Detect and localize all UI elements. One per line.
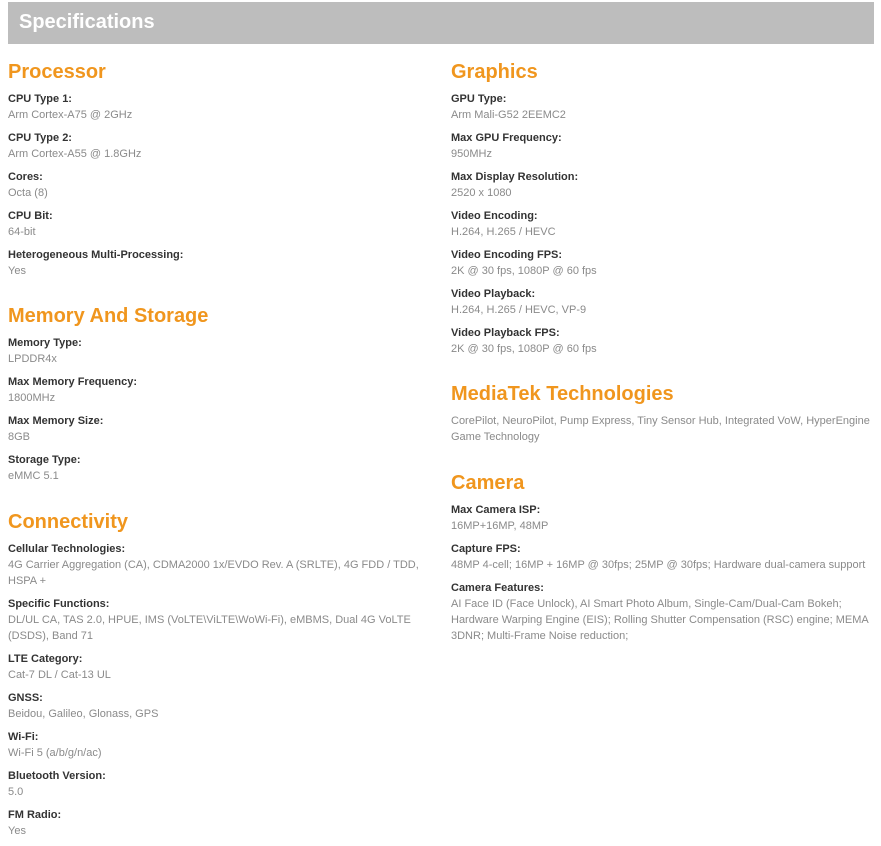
spec-item (8, 541, 438, 589)
section-title-processor: Processor (8, 61, 106, 83)
spec-item (8, 374, 438, 406)
spec-item (8, 690, 438, 722)
spec-label: Wi-Fi: (8, 731, 39, 743)
spec-value: 2K @ 30 fps, 1080P @ 60 fps (451, 343, 597, 355)
spec-item (8, 247, 438, 279)
spec-label: Bluetooth Version: (8, 770, 106, 782)
spec-label: Heterogeneous Multi-Processing: (8, 249, 184, 261)
spec-label: Video Encoding FPS: (451, 249, 563, 261)
spec-label: GPU Type: (451, 93, 507, 105)
spec-value: 2520 x 1080 (451, 187, 512, 199)
spec-item (8, 208, 438, 240)
spec-item (451, 247, 871, 279)
spec-item (451, 169, 871, 201)
spec-item (8, 596, 438, 644)
section-graphics (451, 60, 871, 364)
spec-label: Video Playback FPS: (451, 327, 560, 339)
section-camera (451, 471, 871, 651)
spec-label: CPU Type 1: (8, 93, 72, 105)
spec-value: 48MP 4-cell; 16MP + 16MP @ 30fps; 25MP @ 30fps; Hardware dual-camera support (451, 559, 866, 571)
spec-label: Capture FPS: (451, 543, 521, 555)
spec-value: 8GB (8, 431, 31, 443)
spec-value: 4G Carrier Aggregation (CA), CDMA2000 1x/EVDO Rev. A (SRLTE), 4G FDD / TDD, HSPA + (8, 559, 419, 587)
spec-label: CPU Type 2: (8, 132, 72, 144)
spec-value: 5.0 (8, 786, 24, 798)
spec-item (451, 91, 871, 123)
spec-value: Octa (8) (8, 187, 48, 199)
spec-item (8, 335, 438, 367)
spec-item (451, 130, 871, 162)
spec-item (451, 502, 871, 534)
page-title: Specifications (19, 11, 155, 33)
spec-label: Cellular Technologies: (8, 543, 126, 555)
spec-value: Arm Cortex-A55 @ 1.8GHz (8, 148, 142, 160)
section-title-mediatek: MediaTek Technologies (451, 383, 674, 405)
section-title-connectivity: Connectivity (8, 511, 129, 533)
spec-value: AI Face ID (Face Unlock), AI Smart Photo Album, Single-Cam/Dual-Cam Bokeh; Hardware Warping Engine (EIS); Rolling Shutter Compensation (RSC) engine; MEMA 3DNR; Multi-Frame Noise reduction; (451, 598, 869, 642)
spec-value: LPDDR4x (8, 353, 57, 365)
section-memory-storage (8, 304, 438, 491)
section-title-graphics: Graphics (451, 61, 538, 83)
spec-label: CPU Bit: (8, 210, 53, 222)
spec-item (451, 286, 871, 318)
spec-label: Storage Type: (8, 454, 81, 466)
spec-value: 950MHz (451, 148, 492, 160)
spec-label: Cores: (8, 171, 43, 183)
spec-value: 16MP+16MP, 48MP (451, 520, 549, 532)
section-processor (8, 60, 438, 286)
spec-label: FM Radio: (8, 809, 62, 821)
spec-value: Beidou, Galileo, Glonass, GPS (8, 708, 159, 720)
spec-value: H.264, H.265 / HEVC, VP-9 (451, 304, 587, 316)
section-title-camera: Camera (451, 472, 525, 494)
spec-item (8, 768, 438, 800)
spec-item (451, 541, 871, 573)
spec-item (8, 452, 438, 484)
spec-label: Video Encoding: (451, 210, 538, 222)
spec-label: Max Camera ISP: (451, 504, 541, 516)
spec-label: Specific Functions: (8, 598, 110, 610)
header-bar (8, 2, 874, 44)
spec-label: Max Memory Frequency: (8, 376, 137, 388)
spec-value: eMMC 5.1 (8, 470, 59, 482)
spec-label: Camera Features: (451, 582, 544, 594)
spec-value: Yes (8, 265, 26, 277)
spec-value: 2K @ 30 fps, 1080P @ 60 fps (451, 265, 597, 277)
spec-label: Max Display Resolution: (451, 171, 579, 183)
mediatek-technologies-list: CorePilot, NeuroPilot, Pump Express, Tiny Sensor Hub, Integrated VoW, HyperEngine Game Technology (451, 415, 870, 443)
spec-value: Arm Cortex-A75 @ 2GHz (8, 109, 133, 121)
spec-label: Memory Type: (8, 337, 82, 349)
spec-item (8, 729, 438, 761)
section-title-memory: Memory And Storage (8, 305, 209, 327)
spec-value: 1800MHz (8, 392, 56, 404)
spec-value: Yes (8, 825, 26, 837)
spec-item (8, 651, 438, 683)
spec-item (8, 807, 438, 839)
spec-item (451, 580, 871, 644)
spec-label: Video Playback: (451, 288, 536, 300)
spec-label: Max GPU Frequency: (451, 132, 562, 144)
spec-label: GNSS: (8, 692, 43, 704)
spec-item (451, 208, 871, 240)
spec-value: 64-bit (8, 226, 36, 238)
spec-item (8, 91, 438, 123)
spec-value: Cat-7 DL / Cat-13 UL (8, 669, 111, 681)
section-mediatek-technologies (451, 382, 871, 445)
spec-item (8, 169, 438, 201)
spec-value: Wi-Fi 5 (a/b/g/n/ac) (8, 747, 102, 759)
spec-label: LTE Category: (8, 653, 83, 665)
section-connectivity (8, 510, 438, 846)
spec-value: H.264, H.265 / HEVC (451, 226, 556, 238)
spec-item (451, 325, 871, 357)
spec-value: Arm Mali-G52 2EEMC2 (451, 109, 566, 121)
spec-item (8, 130, 438, 162)
spec-item (8, 413, 438, 445)
spec-value: DL/UL CA, TAS 2.0, HPUE, IMS (VoLTE\ViLTE\WoWi-Fi), eMBMS, Dual 4G VoLTE (DSDS), Band 71 (8, 614, 411, 642)
spec-label: Max Memory Size: (8, 415, 104, 427)
